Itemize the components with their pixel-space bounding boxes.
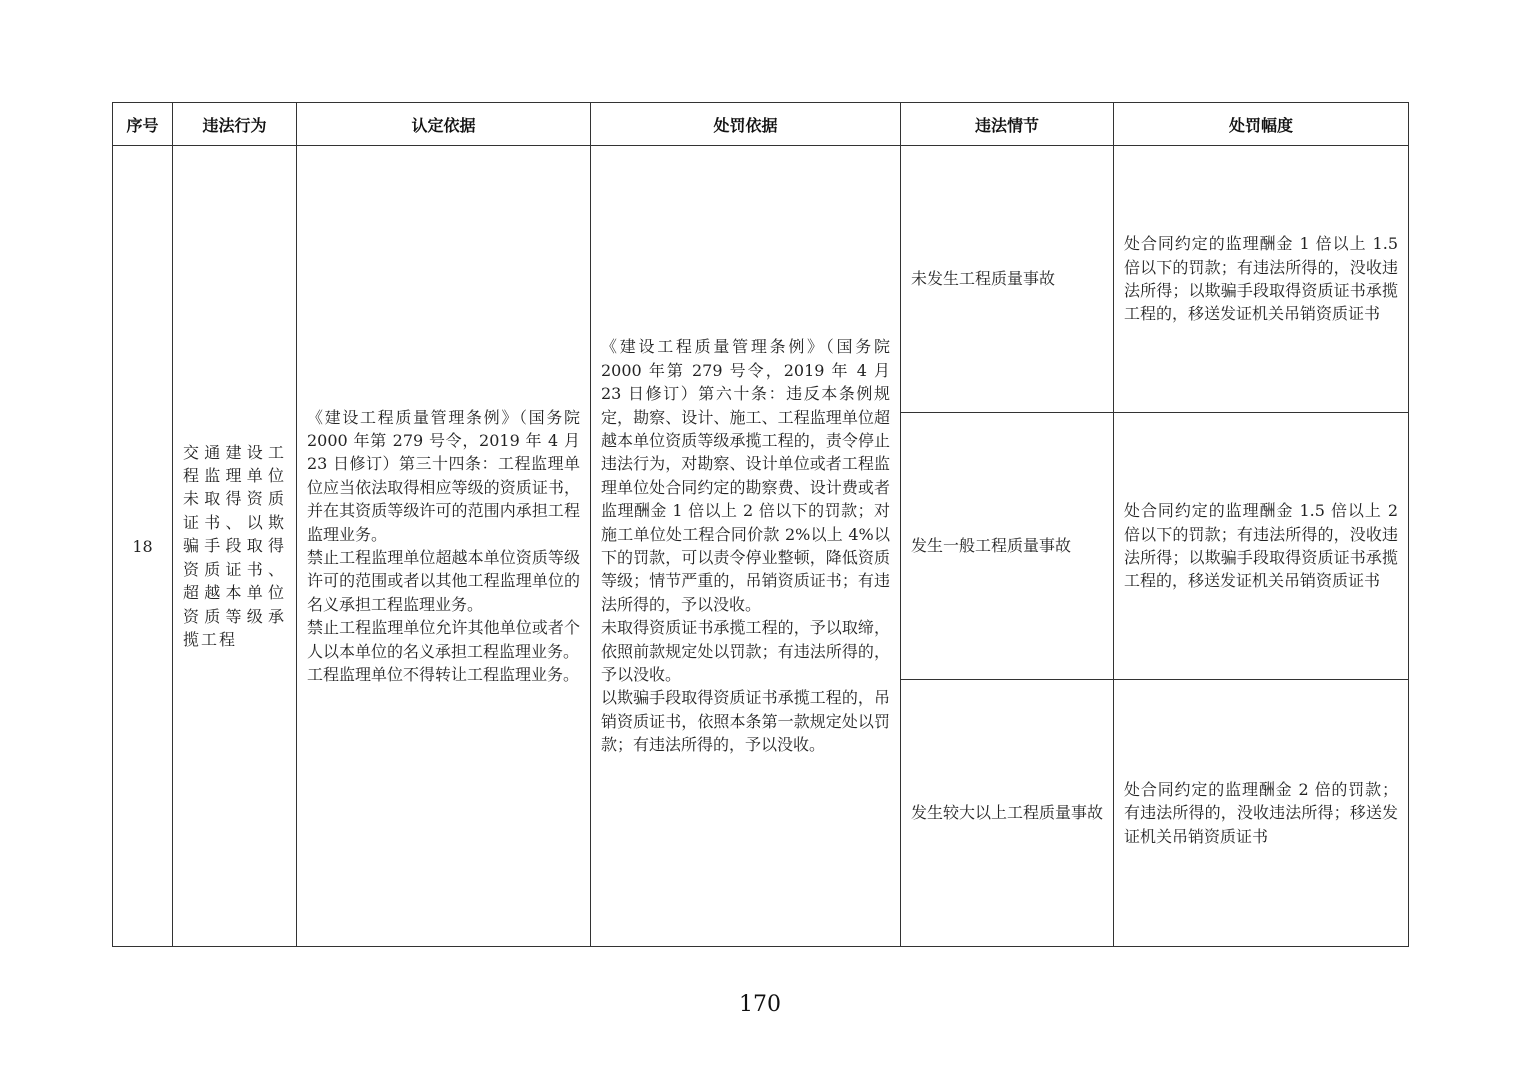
determination-basis-text: 《建设工程质量管理条例》（国务院 2000 年第 279 号令，2019 年 4 月 23 日修订）第三十四条：工程监理单位应当依法取得相应等级的资质证书，并在其资质等级许可的范围内承担工程监理业务。 禁止工程监理单位超越本单位资质等级许可的范围或者以其他工程监理单位的名义承担工程监理业务。 禁止工程监理单位允许其他单位或者个人以本单位的名义承担工程监理业务。 工程监理单位不得转让工程监理业务。: [307, 407, 580, 685]
enforcement-table: [112, 102, 1409, 947]
penalty-range-text: 处合同约定的监理酬金 2 倍的罚款；有违法所得的，没收违法所得；移送发证机关吊销资质证书: [1124, 779, 1398, 846]
header-penalty-basis: 处罚依据: [591, 103, 901, 146]
circumstance-text: 未发生工程质量事故: [911, 269, 1056, 289]
circumstance-text: 发生一般工程质量事故: [911, 536, 1072, 556]
table-row: [113, 146, 1409, 413]
header-circumstance: 违法情节: [901, 103, 1114, 146]
circumstance-cell: [901, 146, 1114, 413]
row-seq: 18: [113, 146, 173, 947]
header-seq: 序号: [113, 103, 173, 146]
violation-act-text: 交通建设工程监理单位未取得资质证书、以欺骗手段取得资质证书、超越本单位资质等级承揽工程: [183, 442, 286, 649]
penalty-range-text: 处合同约定的监理酬金 1 倍以上 1.5 倍以下的罚款；有违法所得的，没收违法所得；以欺骗手段取得资质证书承揽工程的，移送发证机关吊销资质证书: [1124, 234, 1398, 324]
determination-basis-cell: [297, 146, 591, 947]
penalty-range-cell: [1114, 413, 1409, 680]
penalty-range-text: 处合同约定的监理酬金 1.5 倍以上 2 倍以下的罚款；有违法所得的，没收违法所得；以欺骗手段取得资质证书承揽工程的，移送发证机关吊销资质证书: [1124, 501, 1398, 591]
header-determination-basis: 认定依据: [297, 103, 591, 146]
penalty-range-cell: [1114, 146, 1409, 413]
circumstance-cell: [901, 413, 1114, 680]
circumstance-cell: [901, 680, 1114, 947]
table-header-row: [113, 103, 1409, 146]
circumstance-text: 发生较大以上工程质量事故: [911, 803, 1104, 823]
header-penalty-range: 处罚幅度: [1114, 103, 1409, 146]
penalty-range-cell: [1114, 680, 1409, 947]
penalty-basis-text: 《建设工程质量管理条例》（国务院 2000 年第 279 号令，2019 年 4 月 23 日修订）第六十条：违反本条例规定，勘察、设计、施工、工程监理单位超越本单位资质等级承揽工程的，责令停止违法行为，对勘察、设计单位或者工程监理单位处合同约定的勘察费、设计费或者监理酬金 1 倍以上 2 倍以下的罚款；对施工单位处工程合同价款 2%以上 4%以下的罚款，可以责令停业整顿，降低资质等级；情节严重的，吊销资质证书；有违法所得的，予以没收。 未取得资质证书承揽工程的，予以取缔，依照前款规定处以罚款；有违法所得的，予以没收。 以欺骗手段取得资质证书承揽工程的，吊销资质证书，依照本条第一款规定处以罚款；有违法所得的，予以没收。: [601, 337, 890, 755]
violation-act-cell: [173, 146, 297, 947]
penalty-basis-cell: [591, 146, 901, 947]
header-violation-act: 违法行为: [173, 103, 297, 146]
page-number: 170: [739, 992, 781, 1017]
